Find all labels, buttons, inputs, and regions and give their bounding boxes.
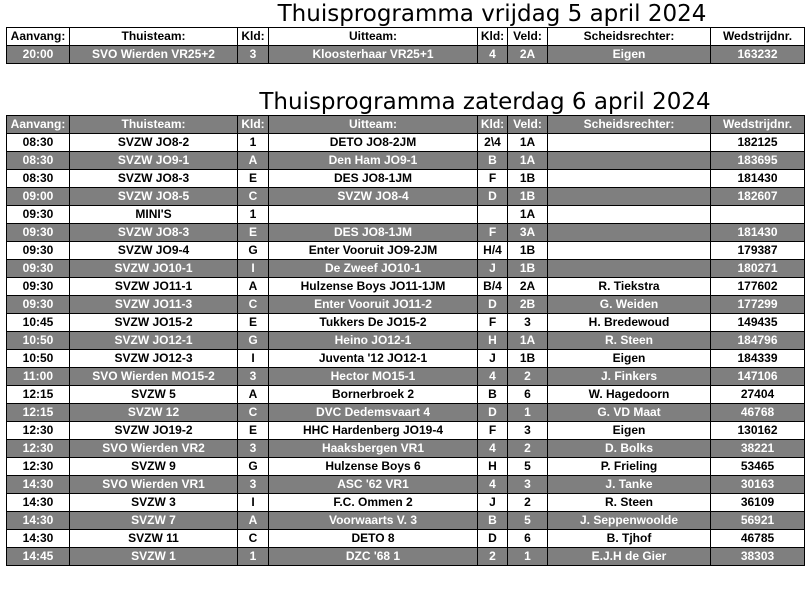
cell-referee: R. Tiekstra [548, 278, 711, 296]
cell-referee: D. Bolks [548, 440, 711, 458]
cell-away-dressing-room: F [478, 314, 508, 332]
cell-away-dressing-room: D [478, 188, 508, 206]
cell-away-dressing-room: H/4 [478, 242, 508, 260]
cell-time: 09:00 [7, 188, 70, 206]
cell-referee: W. Hagedoorn [548, 386, 711, 404]
cell-away-team: De Zweef JO10-1 [269, 260, 478, 278]
cell-match-number: 163232 [711, 46, 805, 64]
cell-home-team: SVZW JO11-1 [70, 278, 238, 296]
cell-away-team: Heino JO12-1 [269, 332, 478, 350]
table-row [7, 152, 805, 170]
cell-away-team: Enter Vooruit JO11-2 [269, 296, 478, 314]
cell-home-team: SVZW JO8-3 [70, 224, 238, 242]
cell-match-number: 149435 [711, 314, 805, 332]
table-row [7, 134, 805, 152]
table-row [7, 440, 805, 458]
cell-field: 6 [508, 530, 548, 548]
table-row [7, 314, 805, 332]
cell-home-team: SVZW JO9-1 [70, 152, 238, 170]
cell-match-number: 177299 [711, 296, 805, 314]
cell-time: 10:50 [7, 350, 70, 368]
cell-field: 1B [508, 188, 548, 206]
cell-field: 1 [508, 404, 548, 422]
header-referee: Scheidsrechter: [548, 28, 711, 46]
cell-referee [548, 224, 711, 242]
cell-home-dressing-room: 3 [238, 476, 269, 494]
cell-home-dressing-room: A [238, 386, 269, 404]
cell-match-number: 27404 [711, 386, 805, 404]
cell-time: 09:30 [7, 224, 70, 242]
table-row [7, 242, 805, 260]
cell-home-dressing-room: E [238, 170, 269, 188]
cell-home-team: MINI'S [70, 206, 238, 224]
cell-away-dressing-room: 4 [478, 476, 508, 494]
cell-referee [548, 152, 711, 170]
cell-home-team: SVZW JO11-3 [70, 296, 238, 314]
cell-field: 3A [508, 224, 548, 242]
cell-home-team: SVO Wierden VR2 [70, 440, 238, 458]
cell-home-dressing-room: 3 [238, 440, 269, 458]
cell-away-dressing-room: B [478, 152, 508, 170]
table-row [7, 530, 805, 548]
cell-field: 3 [508, 422, 548, 440]
cell-time: 20:00 [7, 46, 70, 64]
cell-away-team: Enter Vooruit JO9-2JM [269, 242, 478, 260]
cell-away-team: Hector MO15-1 [269, 368, 478, 386]
cell-match-number: 130162 [711, 422, 805, 440]
cell-referee: R. Steen [548, 494, 711, 512]
cell-home-dressing-room: 3 [238, 46, 269, 64]
friday-title: Thuisprogramma vrijdag 5 april 2024 [277, 1, 707, 27]
cell-field: 2A [508, 278, 548, 296]
header-home-team: Thuisteam: [70, 116, 238, 134]
cell-home-team: SVZW JO8-5 [70, 188, 238, 206]
cell-match-number: 180271 [711, 260, 805, 278]
cell-home-team: SVO Wierden VR25+2 [70, 46, 238, 64]
cell-match-number: 38303 [711, 548, 805, 566]
cell-time: 08:30 [7, 134, 70, 152]
cell-field: 5 [508, 458, 548, 476]
cell-home-dressing-room: G [238, 458, 269, 476]
cell-away-team: Den Ham JO9-1 [269, 152, 478, 170]
cell-match-number: 183695 [711, 152, 805, 170]
cell-match-number [711, 206, 805, 224]
cell-away-dressing-room: B/4 [478, 278, 508, 296]
cell-field: 1B [508, 170, 548, 188]
table-row [7, 260, 805, 278]
cell-referee [548, 260, 711, 278]
cell-home-dressing-room: G [238, 242, 269, 260]
header-away-team: Uitteam: [269, 116, 478, 134]
cell-time: 11:00 [7, 368, 70, 386]
table-row [7, 206, 805, 224]
cell-away-team: Hulzense Boys JO11-1JM [269, 278, 478, 296]
cell-away-team: ASC '62 VR1 [269, 476, 478, 494]
cell-away-team: DES JO8-1JM [269, 170, 478, 188]
cell-time: 10:45 [7, 314, 70, 332]
cell-referee: G. VD Maat [548, 404, 711, 422]
cell-home-team: SVZW 9 [70, 458, 238, 476]
cell-away-dressing-room: J [478, 260, 508, 278]
cell-away-dressing-room: H [478, 332, 508, 350]
cell-time: 09:30 [7, 278, 70, 296]
cell-away-team: HHC Hardenberg JO19-4 [269, 422, 478, 440]
cell-home-team: SVZW JO8-2 [70, 134, 238, 152]
cell-away-dressing-room: 4 [478, 440, 508, 458]
cell-away-team: Kloosterhaar VR25+1 [269, 46, 478, 64]
table-row [7, 368, 805, 386]
cell-away-dressing-room: 4 [478, 368, 508, 386]
cell-away-dressing-room: F [478, 224, 508, 242]
cell-away-team: Voorwaarts V. 3 [269, 512, 478, 530]
cell-away-dressing-room: 2 [478, 548, 508, 566]
cell-home-dressing-room: 3 [238, 368, 269, 386]
cell-away-dressing-room: J [478, 350, 508, 368]
header-field: Veld: [508, 116, 548, 134]
table-header-row [7, 116, 805, 134]
cell-home-team: SVO Wierden VR1 [70, 476, 238, 494]
cell-field: 1B [508, 260, 548, 278]
cell-home-team: SVZW JO15-2 [70, 314, 238, 332]
cell-referee: B. Tjhof [548, 530, 711, 548]
header-away-team: Uitteam: [269, 28, 478, 46]
cell-home-dressing-room: A [238, 278, 269, 296]
cell-away-team [269, 206, 478, 224]
cell-away-dressing-room: B [478, 512, 508, 530]
cell-time: 12:30 [7, 440, 70, 458]
table-row [7, 170, 805, 188]
header-referee: Scheidsrechter: [548, 116, 711, 134]
cell-time: 09:30 [7, 260, 70, 278]
cell-home-dressing-room: I [238, 494, 269, 512]
cell-home-team: SVZW 5 [70, 386, 238, 404]
table-row [7, 188, 805, 206]
table-row [7, 422, 805, 440]
header-home-dressing-room: Kld: [238, 28, 269, 46]
cell-match-number: 46768 [711, 404, 805, 422]
cell-time: 14:45 [7, 548, 70, 566]
table-row [7, 386, 805, 404]
cell-away-dressing-room: D [478, 404, 508, 422]
cell-field: 1B [508, 242, 548, 260]
cell-home-team: SVZW 1 [70, 548, 238, 566]
cell-away-dressing-room: D [478, 296, 508, 314]
cell-time: 12:30 [7, 422, 70, 440]
cell-field: 2A [508, 46, 548, 64]
saturday-schedule-table [6, 115, 805, 566]
cell-time: 14:30 [7, 512, 70, 530]
cell-home-dressing-room: G [238, 332, 269, 350]
cell-home-team: SVZW JO12-3 [70, 350, 238, 368]
cell-referee [548, 188, 711, 206]
cell-match-number: 53465 [711, 458, 805, 476]
cell-field: 1A [508, 152, 548, 170]
cell-match-number: 182125 [711, 134, 805, 152]
cell-field: 1B [508, 350, 548, 368]
cell-home-dressing-room: A [238, 512, 269, 530]
cell-away-dressing-room: F [478, 170, 508, 188]
cell-away-team: F.C. Ommen 2 [269, 494, 478, 512]
cell-referee: Eigen [548, 46, 711, 64]
cell-match-number: 179387 [711, 242, 805, 260]
cell-time: 09:30 [7, 296, 70, 314]
cell-home-dressing-room: C [238, 530, 269, 548]
cell-home-team: SVZW JO8-3 [70, 170, 238, 188]
cell-home-team: SVZW 12 [70, 404, 238, 422]
cell-home-team: SVZW JO12-1 [70, 332, 238, 350]
cell-home-team: SVZW 11 [70, 530, 238, 548]
cell-referee: P. Frieling [548, 458, 711, 476]
cell-field: 6 [508, 386, 548, 404]
table-row [7, 404, 805, 422]
header-home-dressing-room: Kld: [238, 116, 269, 134]
header-match-number: Wedstrijdnr. [711, 28, 805, 46]
cell-field: 2B [508, 296, 548, 314]
cell-referee: G. Weiden [548, 296, 711, 314]
cell-away-dressing-room: 4 [478, 46, 508, 64]
cell-match-number: 184796 [711, 332, 805, 350]
cell-time: 12:30 [7, 458, 70, 476]
cell-away-dressing-room: 2\4 [478, 134, 508, 152]
header-match-number: Wedstrijdnr. [711, 116, 805, 134]
cell-home-team: SVZW JO9-4 [70, 242, 238, 260]
table-row [7, 548, 805, 566]
cell-away-dressing-room [478, 206, 508, 224]
cell-field: 5 [508, 512, 548, 530]
cell-home-team: SVZW JO10-1 [70, 260, 238, 278]
cell-field: 1A [508, 134, 548, 152]
cell-away-team: DES JO8-1JM [269, 224, 478, 242]
cell-home-team: SVZW 3 [70, 494, 238, 512]
cell-home-team: SVZW JO19-2 [70, 422, 238, 440]
saturday-title: Thuisprogramma zaterdag 6 april 2024 [259, 89, 711, 115]
cell-field: 2 [508, 494, 548, 512]
cell-field: 1A [508, 332, 548, 350]
cell-away-team: Juventa '12 JO12-1 [269, 350, 478, 368]
cell-time: 14:30 [7, 476, 70, 494]
cell-match-number: 184339 [711, 350, 805, 368]
cell-away-team: DETO 8 [269, 530, 478, 548]
cell-home-dressing-room: 1 [238, 548, 269, 566]
cell-home-dressing-room: C [238, 296, 269, 314]
cell-referee: R. Steen [548, 332, 711, 350]
cell-match-number: 181430 [711, 170, 805, 188]
cell-time: 14:30 [7, 494, 70, 512]
cell-home-dressing-room: C [238, 404, 269, 422]
table-row [7, 476, 805, 494]
cell-referee [548, 242, 711, 260]
cell-home-dressing-room: I [238, 350, 269, 368]
cell-time: 12:15 [7, 404, 70, 422]
cell-time: 09:30 [7, 206, 70, 224]
header-time: Aanvang: [7, 28, 70, 46]
cell-home-dressing-room: E [238, 314, 269, 332]
cell-referee [548, 170, 711, 188]
cell-away-team: Hulzense Boys 6 [269, 458, 478, 476]
table-header-row [7, 28, 805, 46]
cell-home-dressing-room: C [238, 188, 269, 206]
cell-referee [548, 134, 711, 152]
cell-match-number: 46785 [711, 530, 805, 548]
cell-away-dressing-room: B [478, 386, 508, 404]
cell-time: 12:15 [7, 386, 70, 404]
cell-match-number: 36109 [711, 494, 805, 512]
cell-referee: J. Seppenwoolde [548, 512, 711, 530]
cell-home-dressing-room: E [238, 422, 269, 440]
table-row [7, 278, 805, 296]
cell-away-team: DZC '68 1 [269, 548, 478, 566]
table-row [7, 350, 805, 368]
cell-away-dressing-room: D [478, 530, 508, 548]
cell-away-team: Bornerbroek 2 [269, 386, 478, 404]
header-away-dressing-room: Kld: [478, 116, 508, 134]
cell-match-number: 177602 [711, 278, 805, 296]
table-row [7, 46, 805, 64]
cell-away-dressing-room: H [478, 458, 508, 476]
cell-match-number: 181430 [711, 224, 805, 242]
cell-referee: H. Bredewoud [548, 314, 711, 332]
cell-away-dressing-room: F [478, 422, 508, 440]
cell-away-team: DETO JO8-2JM [269, 134, 478, 152]
cell-field: 1A [508, 206, 548, 224]
header-field: Veld: [508, 28, 548, 46]
cell-referee [548, 206, 711, 224]
table-row [7, 224, 805, 242]
cell-field: 1 [508, 548, 548, 566]
cell-home-dressing-room: I [238, 260, 269, 278]
cell-referee: J. Finkers [548, 368, 711, 386]
cell-field: 3 [508, 314, 548, 332]
table-row [7, 332, 805, 350]
cell-time: 09:30 [7, 242, 70, 260]
cell-referee: Eigen [548, 350, 711, 368]
cell-home-dressing-room: E [238, 224, 269, 242]
cell-time: 10:50 [7, 332, 70, 350]
cell-referee: Eigen [548, 422, 711, 440]
cell-away-team: Haaksbergen VR1 [269, 440, 478, 458]
table-row [7, 458, 805, 476]
table-row [7, 512, 805, 530]
cell-match-number: 182607 [711, 188, 805, 206]
table-row [7, 296, 805, 314]
cell-home-dressing-room: 1 [238, 134, 269, 152]
cell-match-number: 30163 [711, 476, 805, 494]
cell-match-number: 38221 [711, 440, 805, 458]
cell-match-number: 147106 [711, 368, 805, 386]
cell-time: 08:30 [7, 152, 70, 170]
header-home-team: Thuisteam: [70, 28, 238, 46]
cell-away-team: SVZW JO8-4 [269, 188, 478, 206]
cell-away-dressing-room: J [478, 494, 508, 512]
cell-home-team: SVZW 7 [70, 512, 238, 530]
friday-schedule-table [6, 27, 805, 64]
cell-home-dressing-room: 1 [238, 206, 269, 224]
cell-field: 3 [508, 476, 548, 494]
cell-home-team: SVO Wierden MO15-2 [70, 368, 238, 386]
header-away-dressing-room: Kld: [478, 28, 508, 46]
cell-field: 2 [508, 368, 548, 386]
header-time: Aanvang: [7, 116, 70, 134]
cell-referee: E.J.H de Gier [548, 548, 711, 566]
cell-time: 08:30 [7, 170, 70, 188]
cell-match-number: 56921 [711, 512, 805, 530]
cell-field: 2 [508, 440, 548, 458]
cell-home-dressing-room: A [238, 152, 269, 170]
cell-away-team: Tukkers De JO15-2 [269, 314, 478, 332]
cell-time: 14:30 [7, 530, 70, 548]
cell-referee: J. Tanke [548, 476, 711, 494]
table-row [7, 494, 805, 512]
cell-away-team: DVC Dedemsvaart 4 [269, 404, 478, 422]
